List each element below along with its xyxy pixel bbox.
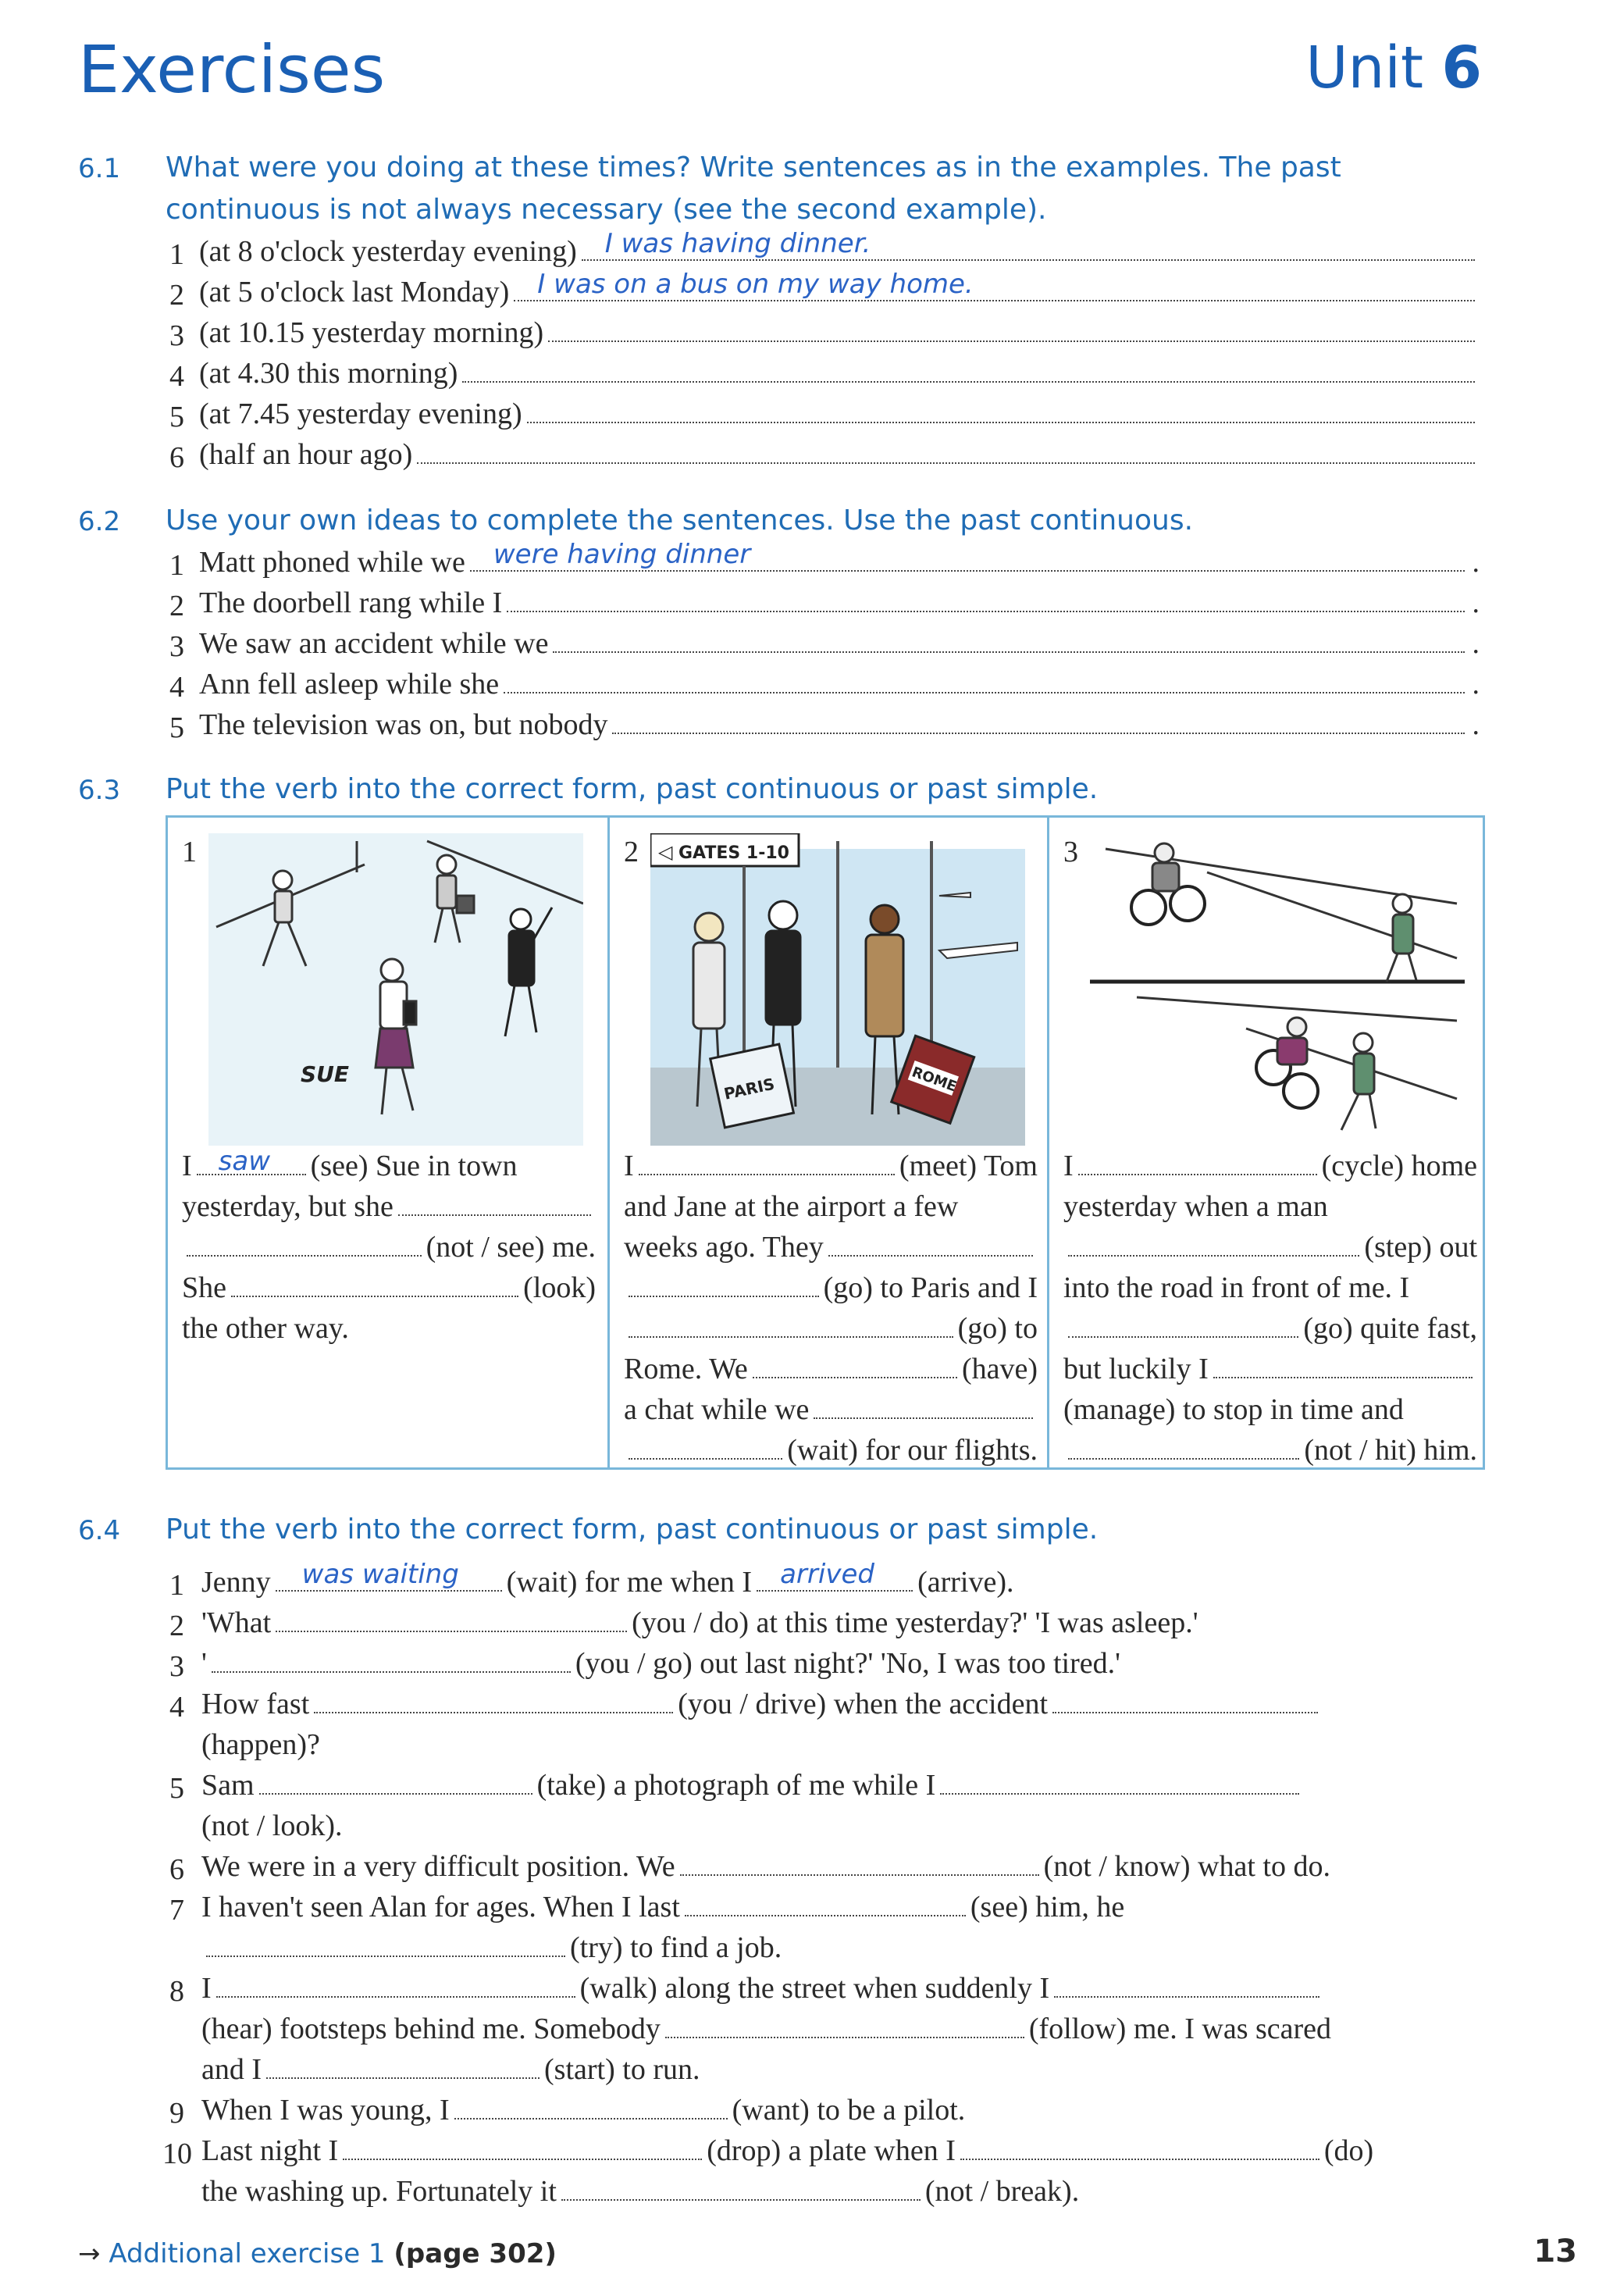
svg-text:◁: ◁ [658, 841, 673, 863]
exercise-instruction: Put the verb into the correct form, past continuous or past simple. [166, 1513, 1099, 1546]
answer-line: We were in a very difficult position. We (not / know) what to do. [201, 1850, 1330, 1883]
answer-line: (at 5 o'clock last Monday) I was on a bus on my way home. [199, 275, 1480, 316]
svg-text:ROME: ROME [909, 1064, 959, 1096]
answer-blank[interactable] [504, 668, 1464, 693]
answer-blank[interactable] [454, 2095, 728, 2120]
answer-blank[interactable] [343, 2135, 702, 2160]
answer-blank[interactable]: was waiting [276, 1567, 502, 1592]
answer-blank[interactable] [1078, 1152, 1317, 1175]
answer-blank[interactable] [259, 1770, 532, 1795]
answer-blank[interactable] [507, 587, 1464, 612]
answer-blank[interactable] [680, 1851, 1039, 1876]
answer-blank[interactable] [527, 398, 1475, 423]
answer-line: Sam (take) a photograph of me while I [201, 1768, 1482, 1809]
answer-blank[interactable] [187, 1233, 422, 1257]
answer-blank[interactable]: I was on a bus on my way home. [514, 276, 1475, 301]
answer-blank[interactable] [561, 2176, 921, 2201]
exercise-number: 6.4 [78, 1515, 121, 1546]
airport-scene-illustration [650, 833, 1025, 1146]
answer-line: (at 4.30 this morning) [199, 356, 1480, 397]
answer-line: (half an hour ago) [199, 437, 1480, 478]
answer-line: ' (you / go) out last night?' 'No, I was too tired.' [201, 1647, 1120, 1680]
answer-line: 'What (you / do) at this time yesterday?' 'I was asleep.' [201, 1606, 1198, 1639]
answer-blank[interactable] [612, 709, 1464, 734]
answer-line: When I was young, I (want) to be a pilot. [201, 2094, 966, 2127]
svg-text:PARIS: PARIS [722, 1074, 777, 1103]
answer-blank[interactable] [629, 1274, 819, 1297]
answer-blank[interactable] [266, 2054, 540, 2079]
svg-text:SUE: SUE [301, 1061, 350, 1087]
answer-blank[interactable] [216, 1973, 575, 1998]
picture-panel-2: 2 ◁ GATES 1-10 PARIS ROME I (meet) Tom and Jane at the airport a few weeks ago. They (go) to Paris and I (go) to Rome. We (have) a chat while we (wait) for our flights. [607, 818, 1047, 1467]
answer-blank[interactable] [753, 1355, 957, 1378]
answer-blank[interactable] [629, 1314, 953, 1338]
answer-blank[interactable] [629, 1436, 782, 1460]
answer-line: We saw an accident while we . [199, 627, 1480, 660]
street-scene-illustration [208, 833, 583, 1146]
answer-blank[interactable] [1054, 1973, 1319, 1998]
exercise-number: 6.3 [78, 775, 121, 806]
answer-blank[interactable]: were having dinner [470, 547, 1465, 572]
page-number: 13 [1533, 2234, 1577, 2269]
answer-blank[interactable] [1052, 1688, 1318, 1713]
answer-line: Jenny was waiting (wait) for me when I arrived (arrive). [201, 1559, 1014, 1599]
answer-blank[interactable]: saw [197, 1152, 306, 1175]
answer-line: (at 10.15 yesterday morning) [199, 316, 1480, 356]
exercise-number: 6.2 [78, 506, 121, 537]
exercise-number: 6.1 [78, 153, 121, 184]
answer-line: Matt phoned while we were having dinner . [199, 539, 1480, 579]
answer-blank[interactable] [212, 1648, 571, 1673]
panel-1-text: I saw (see) Sue in town yesterday, but she (not / see) me. She (look) the other way. [182, 1146, 596, 1345]
answer-blank[interactable] [828, 1233, 1033, 1257]
picture-panel-1: 1 SUE I saw (see) Sue in town yesterday, but she (not / see) me. She (look) the other way. [168, 818, 607, 1467]
additional-exercise-link[interactable]: Additional exercise 1 [109, 2238, 386, 2269]
answer-line: I (walk) along the street when suddenly I [201, 1971, 1482, 2012]
panel-3-text: I (cycle) home yesterday when a man (step) out into the road in front of me. I (go) quite fast, but luckily I (manage) to stop in time and (not / hit) him. [1063, 1150, 1477, 1467]
answer-blank[interactable] [417, 439, 1475, 464]
unit-label: Unit 6 [1305, 34, 1482, 102]
exercise-instruction: Put the verb into the correct form, past continuous or past simple. [166, 773, 1099, 805]
answer-line: The television was on, but nobody . [199, 708, 1480, 741]
answer-blank[interactable] [553, 628, 1464, 653]
answer-blank[interactable] [940, 1770, 1299, 1795]
answer-blank[interactable] [1213, 1355, 1473, 1378]
answer-line: Ann fell asleep while she . [199, 668, 1480, 701]
answer-blank[interactable] [314, 1688, 673, 1713]
additional-exercise-reference: → Additional exercise 1 (page 302) [78, 2238, 557, 2269]
answer-line: I haven't seen Alan for ages. When I last (see) him, he [201, 1891, 1125, 1923]
answer-line: Last night I (drop) a plate when I (do) [201, 2134, 1374, 2167]
answer-blank[interactable]: arrived [757, 1567, 913, 1592]
exercise-instruction: What were you doing at these times? Write sentences as in the examples. The past continuous is not always necessary (see the second example). [166, 152, 1341, 226]
answer-blank[interactable] [231, 1274, 518, 1297]
answer-line: (at 8 o'clock yesterday evening) I was having dinner. [199, 234, 1480, 275]
answer-blank[interactable] [685, 1891, 966, 1916]
panel-2-text: I (meet) Tom and Jane at the airport a few weeks ago. They (go) to Paris and I (go) to Rome. We (have) a chat while we (wait) for our flights. [624, 1150, 1038, 1467]
answer-blank[interactable] [1068, 1436, 1299, 1460]
picture-panel-3: 3 I (cycle) home yesterday when a man (step) out into the road in front of me. I (go) quite fast, but luckily I (manage) to stop in time and (not / hit) him. [1047, 818, 1483, 1467]
answer-blank[interactable] [548, 317, 1475, 342]
answer-blank[interactable] [462, 358, 1475, 383]
answer-blank[interactable] [960, 2135, 1319, 2160]
answer-blank[interactable] [665, 2013, 1024, 2038]
answer-blank[interactable]: I was having dinner. [582, 236, 1475, 261]
workbook-page: Exercises Unit 6 6.1 What were you doing at these times? Write sentences as in the examples. The past continuous is not always necessary (see the second example). 1 (at 8 o'clock yesterday evening) I was having dinner. 2 (at 5 o'clock last Monday) I was on a bus on my way home. 3 (at 10.15 yesterday morning) 4 (at 4.30 this morning) 5 (at 7.45 yesterday evening) 6 (half an hour ago) 6.2 Use your own ideas to complete the sentences. Use the past continuous. 1 Matt phoned while we were having dinner . 2 The doorbell rang while I . 3 We saw an accident while we . 4 Ann fell asleep while she . 5 The television was on, but nobody . 6.3 Put the verb into the correct form, past continuous or past simple. 1 SUE I saw (see) Sue in town yesterday, but she (not / see) me. She (look) the other way. 2 ◁ GATES 1-10 PARIS ROME I (meet) Tom and Jane at the airport a few weeks ago. They (go) to Paris and I (go) to Rome. We (have) a chat while we (wait) for our flights. 3 I (cycle) home yesterday when a man (step) out into the road in front of me. I (go) quite fast, but luckily I (manage) to stop in time and (not / hit) him. 6.4 Put the verb into the correct form, past continuous or past simple. 1 Jenny was waiting (wait) for me when I arrived (arrive). 2 'What (you / do) at this time yesterday?' 'I was asleep.' 3 ' (you / go) out last night?' 'No, I was too tired.' 4 How fast (you / drive) when the accident (happen)? 5 Sam (take) a photograph of me while I (not / look). 6 We were in a very difficult position. We (not / know) what to do. 7 I haven't seen Alan for ages. When I last (see) him, he (try) to find a job. 8 I (walk) along the street when suddenly I (hear) footsteps behind me. Somebody (follow) me. I was scared and I (start) to run. 9 When I was young, I (want) to be a pilot. 10 Last night I (drop) a plate when I (do) the washing up. Fortunately it (not / break). → Additional exercise 1 (page 302) 13 [78, 31, 1577, 2269]
answer-blank[interactable] [1068, 1233, 1359, 1257]
picture-exercise-box [166, 815, 1485, 1470]
cycling-scene-illustration [1090, 833, 1465, 1146]
answer-blank[interactable] [639, 1152, 895, 1175]
answer-blank[interactable] [814, 1396, 1033, 1419]
answer-line: The doorbell rang while I . [199, 586, 1480, 619]
answer-blank[interactable] [1068, 1314, 1298, 1338]
exercise-instruction: Use your own ideas to complete the sentences. Use the past continuous. [166, 504, 1194, 537]
answer-line: How fast (you / drive) when the accident [201, 1687, 1482, 1727]
answer-blank[interactable] [398, 1193, 591, 1216]
answer-blank[interactable] [276, 1607, 627, 1632]
arrow-icon: → [78, 2238, 101, 2269]
answer-blank[interactable] [206, 1932, 565, 1957]
svg-text:GATES 1-10: GATES 1-10 [678, 843, 789, 863]
answer-line: (at 7.45 yesterday evening) [199, 397, 1480, 437]
page-title: Exercises [78, 31, 386, 108]
